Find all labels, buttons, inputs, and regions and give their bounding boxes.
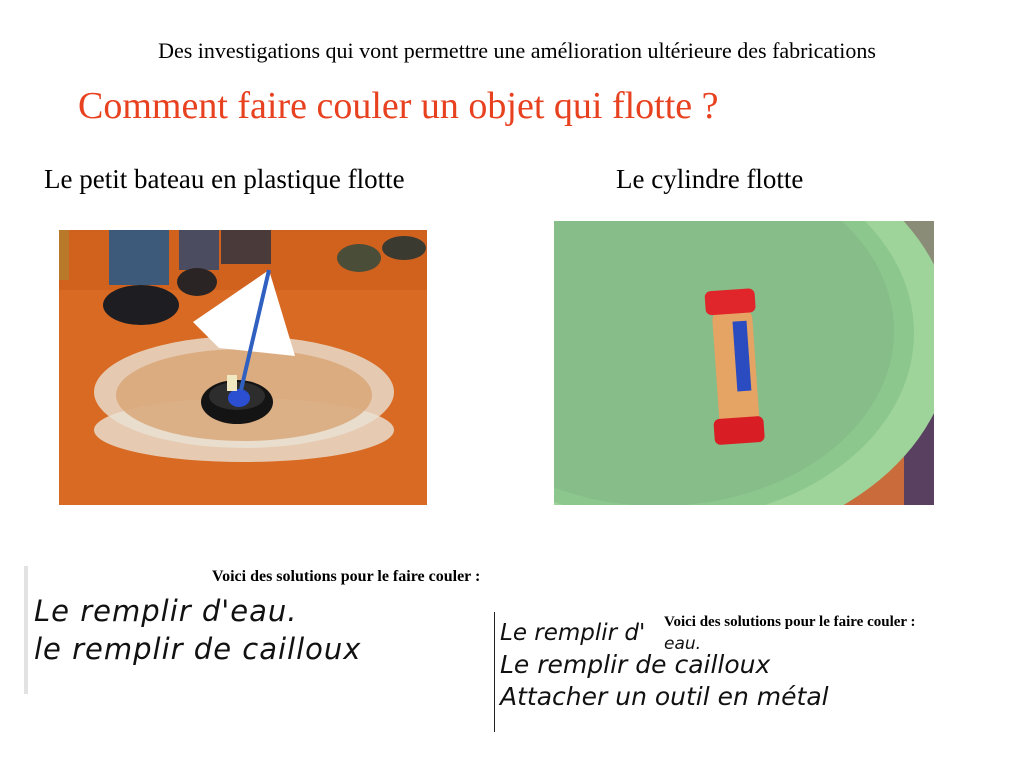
cylinder-photo [554, 221, 934, 505]
handwritten-note-left [24, 560, 544, 700]
note-heading: Voici des solutions pour le faire couler : [664, 614, 916, 630]
handwritten-line: Le remplir d'eau. [34, 594, 298, 628]
handwritten-line: le remplir de cailloux [34, 632, 362, 666]
handwritten-line: Le remplir d' [500, 620, 646, 646]
slide-subtitle: Des investigations qui vont permettre une amélioration ultérieure des fabrications [158, 38, 876, 63]
scan-edge [24, 566, 28, 694]
margin-line [494, 612, 495, 732]
handwritten-line: eau. [664, 634, 702, 654]
caption-boat: Le petit bateau en plastique flotte [44, 164, 405, 194]
caption-cylinder: Le cylindre flotte [616, 164, 804, 194]
handwritten-line: Attacher un outil en métal [500, 682, 829, 711]
boat-photo [59, 230, 427, 505]
slide-title: Comment faire couler un objet qui flotte ? [78, 85, 719, 127]
note-heading: Voici des solutions pour le faire couler : [212, 568, 481, 585]
handwritten-note-right [492, 608, 972, 733]
handwritten-line: Le remplir de cailloux [500, 650, 771, 679]
